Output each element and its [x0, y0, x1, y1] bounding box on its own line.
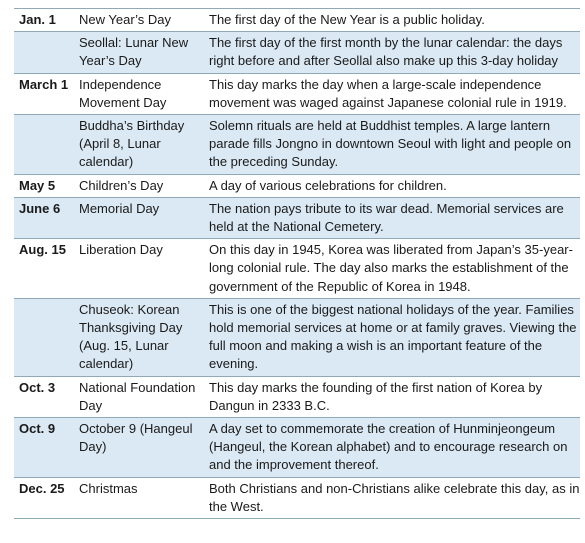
- holiday-name: Independence Movement Day: [79, 76, 167, 110]
- holiday-name: October 9 (Hangeul Day): [79, 421, 193, 455]
- holiday-name: Chuseok: Korean Thanksgiving Day (Aug. 15, Lunar calendar): [79, 301, 183, 372]
- holiday-name: Buddha’s Birthday (April 8, Lunar calendar): [79, 118, 185, 170]
- holiday-description: The first day of the New Year is a public holiday.: [209, 12, 485, 27]
- table-row: [14, 376, 580, 417]
- table-row: [14, 239, 580, 299]
- table-row: [14, 174, 580, 197]
- holiday-date: Jan. 1: [19, 12, 56, 27]
- holiday-date: Oct. 9: [19, 421, 56, 437]
- holiday-date: [14, 32, 79, 73]
- holiday-description: The first day of the first month by the lunar calendar: the days right before and after Seollal also make up this 3-day holiday: [209, 35, 563, 69]
- holiday-description: A day of various celebrations for children.: [209, 177, 447, 193]
- holiday-date: [14, 115, 79, 175]
- holiday-description: A day set to commemorate the creation of Hunminjeongeum (Hangeul, the Korean alphabet) and to encourage research on and the improvement thereof.: [209, 421, 568, 473]
- table-row: [14, 298, 580, 376]
- holidays-table: [14, 8, 580, 519]
- holiday-description: This is one of the biggest national holidays of the year. Families hold memorial services at home or at family graves. Viewing the full moon and making a wish is an important feature of the evening.: [209, 301, 577, 372]
- table-row: [14, 32, 580, 73]
- holiday-date: March 1: [19, 76, 69, 92]
- holiday-name: Christmas: [79, 480, 138, 496]
- holiday-description: Both Christians and non-Christians alike celebrate this day, as in the West.: [209, 480, 580, 514]
- holiday-date: Aug. 15: [19, 242, 66, 258]
- holiday-name: Children’s Day: [79, 177, 164, 193]
- table-row: [14, 197, 580, 238]
- holiday-date: Dec. 25: [19, 480, 65, 496]
- table-row: [14, 115, 580, 175]
- holiday-name: Memorial Day: [79, 200, 160, 216]
- holiday-name: New Year’s Day: [79, 12, 172, 27]
- table-row: [14, 73, 580, 114]
- holiday-description: The nation pays tribute to its war dead. Memorial services are held at the National Cemetery.: [209, 200, 564, 235]
- table-row: [14, 477, 580, 518]
- table-row: [14, 418, 580, 478]
- table-row: [14, 9, 580, 32]
- holiday-date: [14, 298, 79, 376]
- holiday-description: Solemn rituals are held at Buddhist temples. A large lantern parade fills Jongno in downtown Seoul with light and people on the preceding Sunday.: [209, 118, 572, 170]
- holiday-date: Oct. 3: [19, 379, 56, 395]
- holiday-name: National Foundation Day: [79, 379, 196, 413]
- holiday-name: Seollal: Lunar New Year’s Day: [79, 35, 189, 69]
- holiday-name: Liberation Day: [79, 242, 163, 258]
- holiday-date: May 5: [19, 177, 56, 193]
- holiday-description: On this day in 1945, Korea was liberated from Japan’s 35-year-long colonial rule. The day also marks the establishment of the government of the Republic of Korea in 1948.: [209, 242, 573, 294]
- holiday-description: This day marks the founding of the first nation of Korea by Dangun in 2333 B.C.: [209, 379, 543, 413]
- holiday-date: June 6: [19, 200, 61, 216]
- holiday-description: This day marks the day when a large-scale independence movement was waged against Japanese colonial rule in 1919.: [209, 76, 567, 110]
